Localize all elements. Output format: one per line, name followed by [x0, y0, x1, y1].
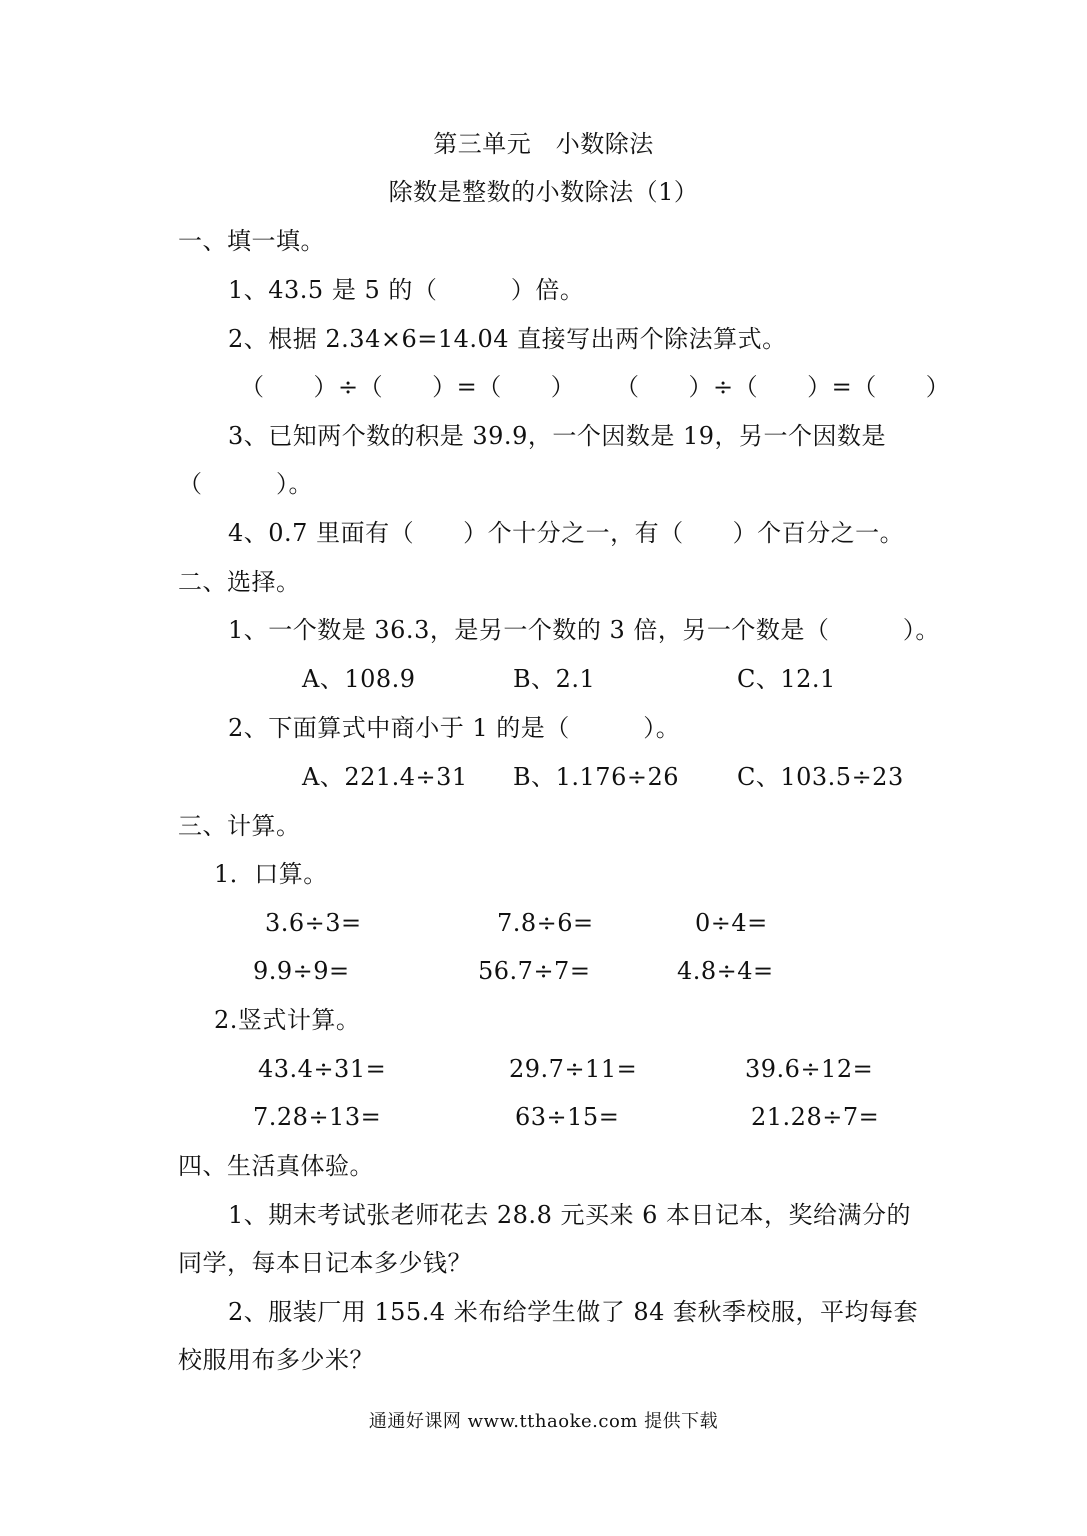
word-problem-1-line-2: 同学，每本日记本多少钱？: [178, 1249, 472, 1277]
vertical-item-6: 21.28÷7=: [751, 1103, 880, 1131]
question-2-1-option-c: C、12.1: [737, 665, 836, 693]
section-1-heading: 一、填一填。: [178, 227, 325, 255]
oral-item-6: 4.8÷4=: [677, 957, 774, 985]
question-1-2: 2、根据 2.34×6=14.04 直接写出两个除法算式。: [228, 325, 787, 353]
question-2-2: 2、下面算式中商小于 1 的是（ ）。: [228, 714, 681, 742]
question-2-2-option-b: B、1.176÷26: [513, 763, 679, 791]
page-footer: 通通好课网 www.tthaoke.com 提供下载: [368, 1411, 719, 1432]
section-3-heading: 三、计算。: [178, 812, 301, 840]
word-problem-2-line-2: 校服用布多少米？: [178, 1346, 374, 1374]
question-2-2-option-c: C、103.5÷23: [737, 763, 904, 791]
section-2-heading: 二、选择。: [178, 568, 301, 596]
vertical-item-5: 63÷15=: [515, 1103, 620, 1131]
oral-item-5: 56.7÷7=: [478, 957, 591, 985]
section-4-heading: 四、生活真体验。: [178, 1152, 374, 1180]
oral-item-3: 0÷4=: [695, 909, 768, 937]
vertical-item-1: 43.4÷31=: [258, 1055, 387, 1083]
vertical-item-2: 29.7÷11=: [509, 1055, 638, 1083]
word-problem-2-line-1: 2、服装厂用 155.4 米布给学生做了 84 套秋季校服，平均每套: [228, 1298, 919, 1326]
page-subtitle: 除数是整数的小数除法（1）: [388, 178, 699, 206]
oral-item-2: 7.8÷6=: [497, 909, 594, 937]
oral-calculation-heading: 1．口算。: [214, 860, 328, 888]
question-1-2-blanks-b: （ ）÷（ ）=（ ）: [615, 373, 951, 401]
question-2-1: 1、一个数是 36.3，是另一个数的 3 倍，另一个数是（ ）。: [228, 616, 940, 644]
word-problem-1-line-1: 1、期末考试张老师花去 28.8 元买来 6 本日记本，奖给满分的: [228, 1201, 911, 1229]
question-2-1-option-a: A、108.9: [302, 665, 416, 693]
question-1-3-line-1: 3、已知两个数的积是 39.9，一个因数是 19，另一个因数是: [228, 422, 887, 450]
oral-item-4: 9.9÷9=: [253, 957, 350, 985]
question-2-1-option-b: B、2.1: [513, 665, 596, 693]
oral-item-1: 3.6÷3=: [265, 909, 362, 937]
question-2-2-option-a: A、221.4÷31: [302, 763, 468, 791]
vertical-item-4: 7.28÷13=: [253, 1103, 382, 1131]
page-title: 第三单元 小数除法: [433, 130, 654, 158]
vertical-calculation-heading: 2.竖式计算。: [214, 1006, 361, 1034]
question-1-4: 4、0.7 里面有（ ）个十分之一，有（ ）个百分之一。: [228, 519, 905, 547]
question-1-2-blanks-a: （ ）÷（ ）=（ ）: [240, 373, 576, 401]
vertical-item-3: 39.6÷12=: [745, 1055, 874, 1083]
question-1-1: 1、43.5 是 5 的（ ）倍。: [228, 276, 585, 304]
question-1-3-line-2: （ ）。: [178, 470, 313, 498]
